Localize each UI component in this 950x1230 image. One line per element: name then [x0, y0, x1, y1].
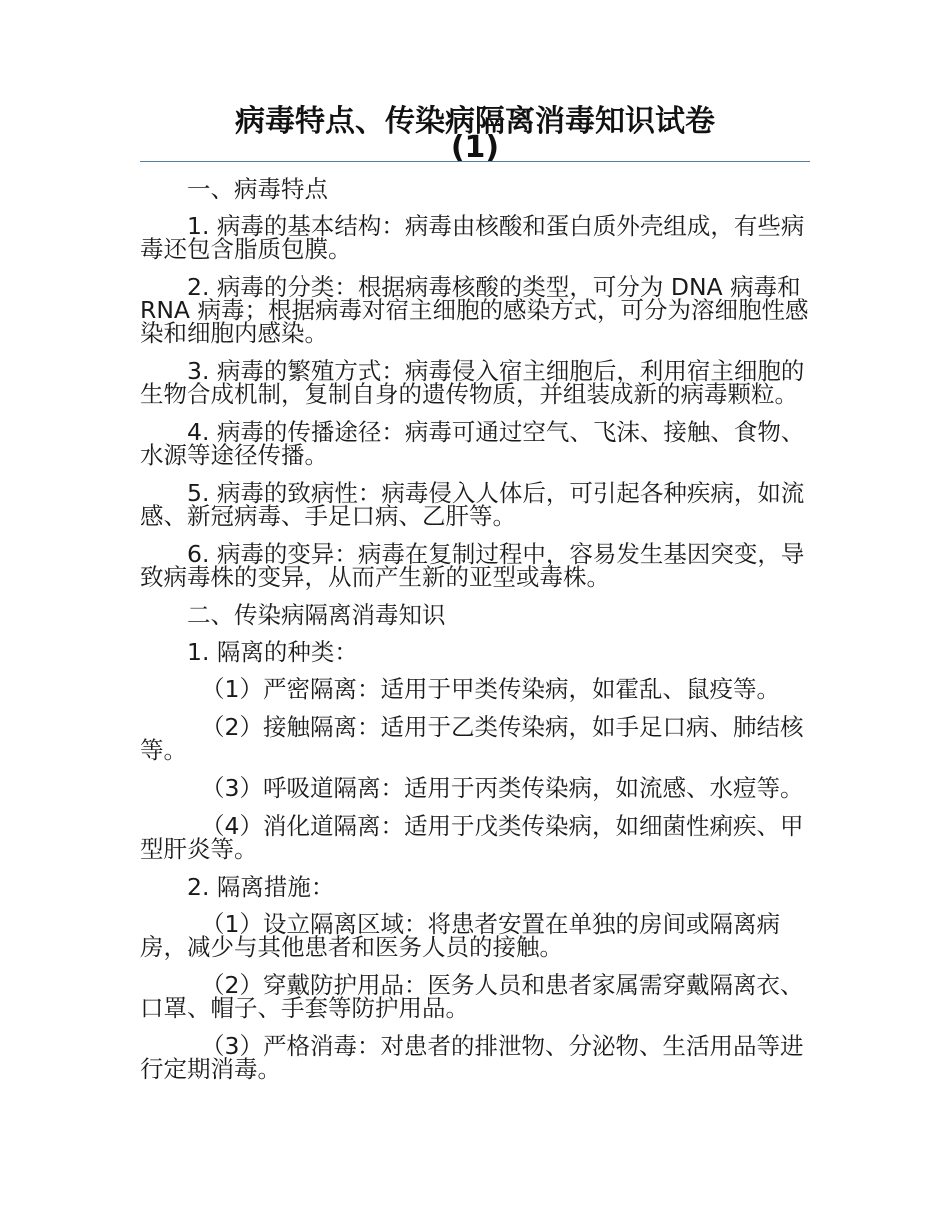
list-item: （1）严密隔离：适用于甲类传染病，如霍乱、鼠疫等。: [201, 675, 780, 703]
document-body: [140, 175, 812, 1096]
paragraph: 4. 病毒的传播途径：病毒可通过空气、飞沫、接触、食物、水源等途径传播。: [140, 418, 805, 469]
subsection-heading-isolation-types: 1. 隔离的种类：: [187, 638, 358, 666]
document-title: [140, 106, 810, 164]
paragraph: 2. 病毒的分类：根据病毒核酸的类型，可分为 DNA 病毒和 RNA 病毒；根据病毒对宿主细胞的感染方式，可分为溶细胞性感染和细胞内感染。: [140, 273, 809, 347]
title-divider: [140, 161, 810, 162]
paragraph: 5. 病毒的致病性：病毒侵入人体后，可引起各种疾病，如流感、新冠病毒、手足口病、乙肝等。: [140, 479, 805, 530]
list-item: （4）消化道隔离：适用于戊类传染病，如细菌性痢疾、甲型肝炎等。: [140, 812, 804, 863]
list-item: （1）设立隔离区域：将患者安置在单独的房间或隔离病房，减少与其他患者和医务人员的接触。: [140, 910, 780, 961]
section-heading-virus-features: 一、病毒特点: [187, 175, 328, 203]
list-item: （2）穿戴防护用品：医务人员和患者家属需穿戴隔离衣、口罩、帽子、手套等防护用品。: [140, 971, 804, 1022]
section-heading-isolation-disinfection: 二、传染病隔离消毒知识: [187, 601, 446, 629]
list-item: （3）严格消毒：对患者的排泄物、分泌物、生活用品等进行定期消毒。: [140, 1032, 804, 1083]
paragraph: 1. 病毒的基本结构：病毒由核酸和蛋白质外壳组成，有些病毒还包含脂质包膜。: [140, 212, 805, 263]
paragraph: 6. 病毒的变异：病毒在复制过程中，容易发生基因突变，导致病毒株的变异，从而产生新的亚型或毒株。: [140, 540, 805, 591]
paragraph: 3. 病毒的繁殖方式：病毒侵入宿主细胞后，利用宿主细胞的生物合成机制，复制自身的遗传物质，并组装成新的病毒颗粒。: [140, 357, 805, 408]
title-line-1: 病毒特点、传染病隔离消毒知识试卷: [235, 104, 715, 139]
list-item: （3）呼吸道隔离：适用于丙类传染病，如流感、水痘等。: [201, 774, 804, 802]
list-item: （2）接触隔离：适用于乙类传染病，如手足口病、肺结核等。: [140, 713, 804, 764]
title-line-2: (1): [450, 130, 500, 165]
subsection-heading-isolation-measures: 2. 隔离措施：: [187, 873, 335, 901]
